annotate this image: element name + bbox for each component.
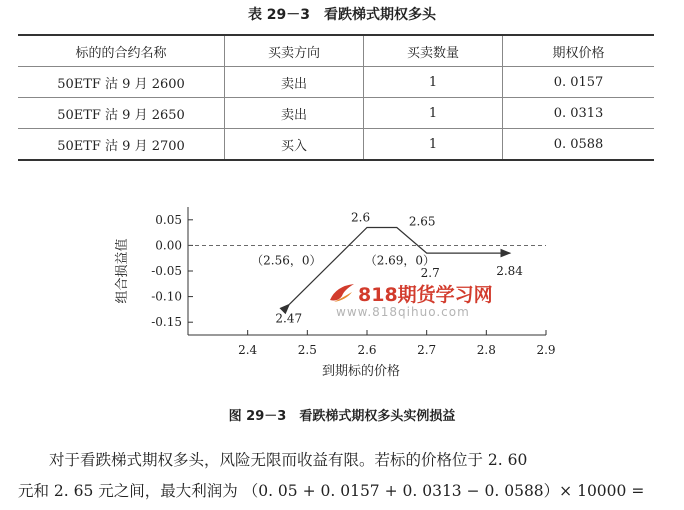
y-tick-label: -0.05 — [151, 264, 182, 278]
x-tick-label: 2.7 — [417, 343, 437, 357]
data-label: 2.47 — [275, 311, 303, 326]
data-label: 2.65 — [408, 214, 436, 229]
paragraph-line-2: 元和 2. 65 元之间，最大利润为 （0. 05 + 0. 0157 + 0. 0313 − 0. 0588）× 10000 = — [18, 482, 645, 500]
cell-quantity: 1 — [364, 67, 503, 98]
paragraph-line-1: 对于看跌梯式期权多头，风险无限而收益有限。若标的价格位于 2. 60 — [49, 451, 528, 469]
figure-caption: 图 29－3 看跌梯式期权多头实例损益 — [228, 409, 456, 424]
y-tick-label: 0.00 — [155, 238, 182, 253]
column-header-direction: 买卖方向 — [225, 35, 364, 67]
data-label: 2.84 — [496, 264, 523, 279]
y-tick-label: -0.10 — [151, 289, 182, 304]
table-row — [18, 98, 654, 129]
flame-logo-icon — [328, 282, 356, 304]
cell-direction: 买入 — [225, 129, 364, 161]
cell-price: 0. 0157 — [503, 67, 655, 98]
data-label: 2.6 — [351, 210, 371, 225]
cell-contract: 50ETF 沽 9 月 2600 — [18, 67, 225, 98]
cell-quantity: 1 — [364, 98, 503, 129]
cell-price: 0. 0588 — [503, 129, 655, 161]
cell-direction: 卖出 — [225, 67, 364, 98]
body-paragraph — [18, 445, 666, 507]
x-tick-label: 2.8 — [476, 343, 496, 357]
table-title: 表 29－3 看跌梯式期权多头 — [247, 7, 437, 23]
watermark-url: www.818qihuo.com — [336, 305, 470, 319]
y-tick-label: -0.15 — [151, 315, 182, 330]
column-header-contract: 标的的合约名称 — [18, 35, 225, 67]
x-tick-label: 2.5 — [297, 343, 317, 357]
x-tick-label: 2.9 — [536, 343, 556, 357]
column-header-price: 期权价格 — [503, 35, 655, 67]
table-header-row — [18, 35, 654, 67]
data-label: 2.7 — [420, 266, 440, 281]
cell-quantity: 1 — [364, 129, 503, 161]
data-label: （2.69，0） — [364, 253, 436, 268]
watermark-text: 818期货学习网 — [358, 284, 493, 306]
column-header-quantity: 买卖数量 — [364, 35, 503, 67]
cell-direction: 卖出 — [225, 98, 364, 129]
cell-contract: 50ETF 沽 9 月 2700 — [18, 129, 225, 161]
data-label: （2.56，0） — [251, 253, 322, 268]
y-axis-label: 组合损益值 — [115, 238, 130, 304]
option-table — [18, 34, 654, 161]
x-axis-label: 到期标的价格 — [321, 364, 401, 379]
x-tick-label: 2.4 — [238, 343, 258, 357]
table-row — [18, 67, 654, 98]
x-tick-label: 2.6 — [357, 343, 377, 357]
cell-contract: 50ETF 沽 9 月 2650 — [18, 98, 225, 129]
y-tick-label: 0.05 — [155, 212, 182, 227]
cell-price: 0. 0313 — [503, 98, 655, 129]
table-row — [18, 129, 654, 161]
